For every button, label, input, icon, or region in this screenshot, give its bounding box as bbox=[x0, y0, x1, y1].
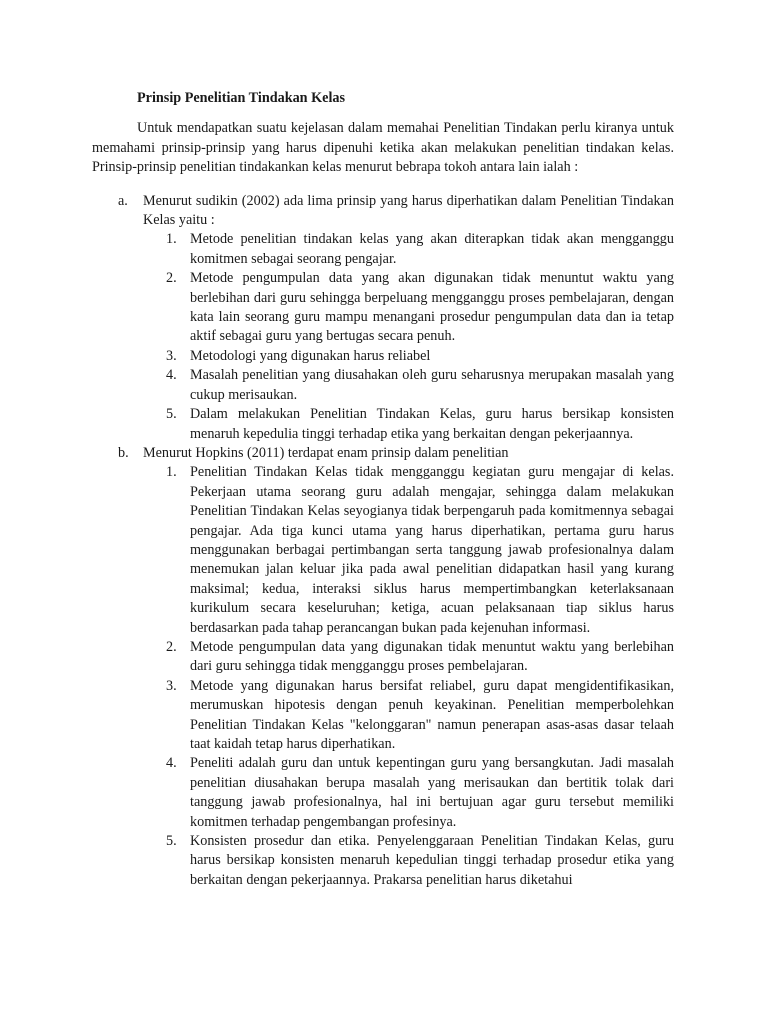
item-text: Metodologi yang digunakan harus reliabel bbox=[190, 347, 431, 364]
section-text: Menurut Hopkins (2011) terdapat enam prinsip dalam penelitian bbox=[143, 444, 509, 461]
item-text: Metode yang digunakan harus bersifat reliabel, guru dapat mengidentifikasikan, merumuskan hipotesis dengan penuh keyakinan. Penelitian memperbolehkan Penelitian Tindakan Kelas "kelonggaran" namun penerapan asas-asas dasar telaah taat kaidah tetap harus diperhatikan. bbox=[190, 677, 674, 752]
item-text: Peneliti adalah guru dan untuk kepentingan guru yang bersangkutan. Jadi masalah penelitian diusahakan berupa masalah yang merisaukan dan bertitik tolak dari tanggung jawab profesionalnya, hal ini bertujuan agar guru tersebut memiliki komitmen terhadap pengembangan profesinya. bbox=[190, 755, 674, 830]
intro-paragraph: Untuk mendapatkan suatu kejelasan dalam memahai Penelitian Tindakan perlu kiranya untuk memahami prinsip-prinsip yang harus dipenuhi ketika akan melakukan penelitian tindakan kelas. Prinsip-prinsip penelitian tindakankan kelas menurut bebrapa tokoh antara lain ialah : bbox=[92, 120, 674, 176]
item-number: 2. bbox=[166, 638, 177, 655]
list-item bbox=[143, 269, 674, 347]
list-item bbox=[143, 832, 674, 890]
item-text: Metode penelitian tindakan kelas yang akan diterapkan tidak akan mengganggu komitmen sebagai seorang pengajar. bbox=[190, 231, 674, 267]
item-text: Metode pengumpulan data yang akan digunakan tidak menuntut waktu yang berlebihan dari guru sehingga berpeluang mengganggu proses pembelajaran, dengan kata lain seorang guru mampu menangani prosedur pengumpulan data dan ia tetap aktif sebagai guru yang bertugas secara penuh. bbox=[190, 270, 674, 345]
list-item bbox=[143, 347, 674, 366]
list-item bbox=[143, 638, 674, 677]
item-text: Dalam melakukan Penelitian Tindakan Kelas, guru harus bersikap konsisten menaruh kepedulia tinggi terhadap etika yang berkaitan dengan pekerjaannya. bbox=[190, 406, 674, 442]
item-number: 3. bbox=[166, 677, 177, 694]
item-text: Metode pengumpulan data yang digunakan tidak menuntut waktu yang berlebihan dari guru sehingga tidak mengganggu proses pembelajaran. bbox=[190, 638, 674, 675]
list-item bbox=[143, 463, 674, 638]
item-number: 5. bbox=[166, 406, 177, 423]
section-list bbox=[92, 192, 674, 891]
section-b bbox=[92, 444, 674, 890]
document-body bbox=[92, 89, 674, 890]
item-number: 5. bbox=[166, 833, 177, 850]
item-number: 1. bbox=[166, 464, 177, 481]
document-title: Prinsip Penelitian Tindakan Kelas bbox=[137, 90, 346, 106]
item-number: 2. bbox=[166, 270, 177, 287]
list-item bbox=[143, 230, 674, 269]
item-text: Konsisten prosedur dan etika. Penyelenggaraan Penelitian Tindakan Kelas, guru harus bersikap konsisten menaruh kepedulian tinggi terhadap prosedur etika yang berkaitan dengan pekerjaannya. Prakarsa penelitian harus diketahui bbox=[190, 833, 674, 888]
section-marker: a. bbox=[118, 192, 128, 209]
list-item bbox=[143, 677, 674, 755]
list-item bbox=[143, 405, 674, 444]
principle-list bbox=[143, 463, 674, 890]
item-number: 4. bbox=[166, 755, 177, 772]
item-text: Penelitian Tindakan Kelas tidak mengganggu kegiatan guru mengajar di kelas. Pekerjaan utama seorang guru adalah mengajar, sehingga dalam melakukan Penelitian Tindakan Kelas seyogianya tidak berpengaruh pada komitmennya sebagai pengajar. Ada tiga kunci utama yang harus diperhatikan, pertama guru harus menggunakan berbagai pertimbangan serta tanggung jawab profesionalnya dalam menemukan jalan keluar jika pada awal penelitian didapatkan hasil yang kurang maksimal; kedua, interaksi siklus harus mempertimbangkan keterlaksanaan kurikulum secara keseluruhan; ketiga, acuan pelaksanaan tiap siklus harus berdasarkan pada tahap perancangan bukan pada kejenuhan informasi. bbox=[190, 464, 674, 636]
list-item bbox=[143, 754, 674, 832]
item-number: 1. bbox=[166, 231, 177, 248]
list-item bbox=[143, 366, 674, 405]
item-number: 3. bbox=[166, 347, 177, 364]
section-a bbox=[92, 192, 674, 444]
section-marker: b. bbox=[118, 444, 129, 461]
principle-list bbox=[143, 230, 674, 443]
section-text: Menurut sudikin (2002) ada lima prinsip yang harus diperhatikan dalam Penelitian Tindakan Kelas yaitu : bbox=[143, 192, 674, 229]
item-number: 4. bbox=[166, 367, 177, 384]
item-text: Masalah penelitian yang diusahakan oleh guru seharusnya merupakan masalah yang cukup merisaukan. bbox=[190, 367, 674, 403]
